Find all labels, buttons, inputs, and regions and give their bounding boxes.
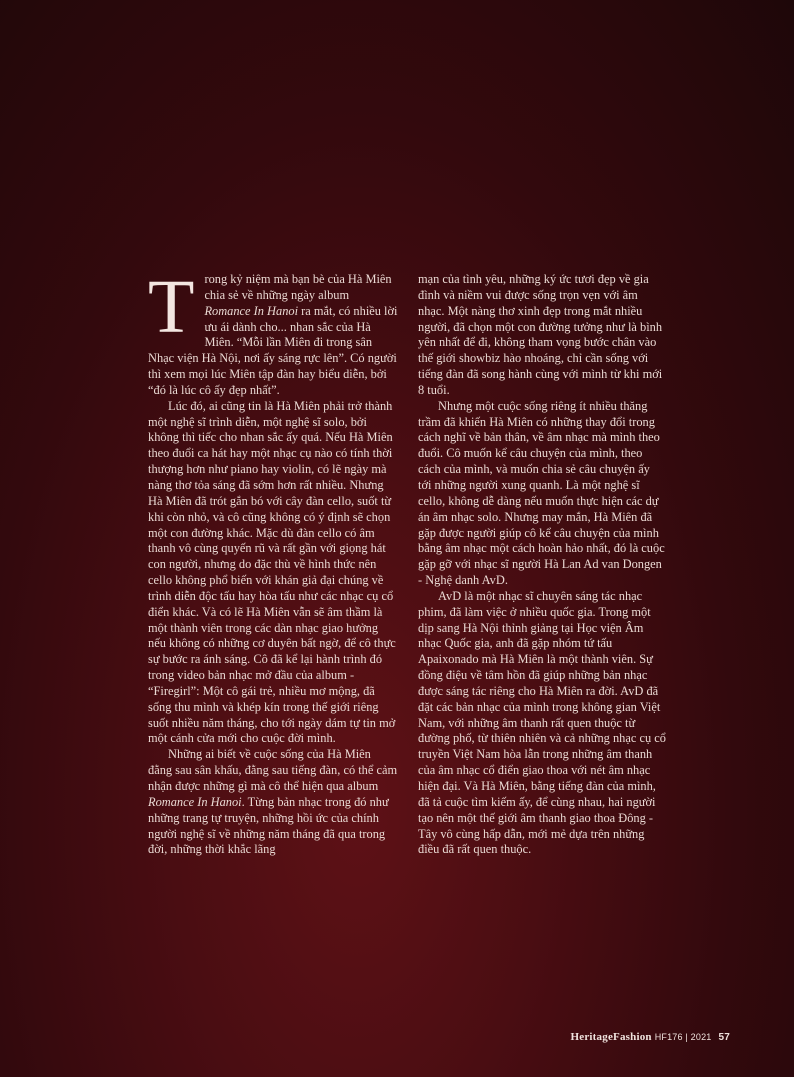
paragraph-5: Nhưng một cuộc sống riêng ít nhiều thăng trầm đã khiến Hà Miên có những thay đổi trong cách nghĩ về bản thân, về âm nhạc mà mình theo đuổi. Cô muốn kể câu chuyện của mình, theo cách của mình, và muốn chia sẻ câu chuyện ấy tới những người xung quanh. Là một nghệ sĩ cello, không dễ dàng nếu muốn thực hiện các dự án âm nhạc solo. Nhưng may mắn, Hà Miên đã gặp được người giúp cô kể câu chuyện của mình bằng âm nhạc một cách hoàn hảo nhất, đó là cuộc gặp gỡ với nhạc sĩ người Hà Lan Ad van Dongen - Nghệ danh AvD. — [418, 398, 665, 588]
page-number: 57 — [718, 1032, 730, 1043]
paragraph-1-text-b: ra mắt, có nhiều lời ưu ái dành cho... nhan sắc của Hà Miên. “Mỗi lần Miên đi trong sân Nhạc viện Hà Nội, nơi ấy sáng rực lên”. Có người thì xem mọi lúc Miên tập đàn hay biểu diễn, bởi “đó là lúc cô ấy đẹp nhất”. — [148, 303, 398, 397]
article-right-column — [418, 272, 666, 858]
paragraph-3-text-a: Những ai biết về cuộc sống của Hà Miên đằng sau sân khấu, đằng sau tiếng đàn, có thể cảm nhận được những gì mà cô thể hiện qua album — [148, 747, 398, 793]
album-title: Romance In Hanoi — [148, 794, 242, 809]
paragraph-1-text-a: rong kỷ niệm mà bạn bè của Hà Miên chia sẻ về những ngày album — [204, 272, 392, 302]
paragraph-3 — [148, 747, 398, 858]
paragraph-1 — [148, 265, 398, 399]
magazine-brand: HeritageFashion — [570, 1031, 652, 1043]
page-footer — [571, 1031, 731, 1043]
article-left-column — [148, 265, 398, 858]
paragraph-4: mạn của tình yêu, những ký ức tươi đẹp về gia đình và niềm vui được sống trọn vẹn với âm nhạc. Một nàng thơ xinh đẹp trong mắt nhiều người, đã chọn một con đường tưởng như là bình yên nhất để đi, không tham vọng bước chân vào thế giới showbiz hào nhoáng, chỉ cần sống với tiếng đàn đã song hành cùng với mình từ khi mới 8 tuổi. — [418, 272, 663, 397]
album-title: Romance In Hanoi — [204, 303, 299, 318]
drop-cap: T — [148, 265, 195, 349]
paragraph-6: AvD là một nhạc sĩ chuyên sáng tác nhạc phim, đã làm việc ở nhiều quốc gia. Trong một dịp sang Hà Nội thỉnh giảng tại Học viện Âm nhạc Quốc gia, anh đã gặp nhóm tứ tấu Apaixonado mà Hà Miên là một thành viên. Sự đồng điệu về tâm hồn đã giúp những bản nhạc được sáng tác riêng cho Hà Miên ra đời. AvD đã đặt các bản nhạc của mình trong không gian Việt Nam, với những âm thanh rất quen thuộc từ đường phố, từ thiên nhiên và cả những nhạc cụ cổ truyền Việt Nam hòa lẫn trong những âm thanh của âm nhạc cổ điển giao thoa với nét âm nhạc hiện đại. Và Hà Miên, bằng tiếng đàn của mình, đã tả cuộc tìm kiếm ấy, để cùng nhau, hai người tạo nên một thế giới âm thanh giao thoa Đông - Tây vô cùng hấp dẫn, mới mẻ dựa trên những điều đã rất quen thuộc. — [418, 588, 666, 857]
paragraph-3-text-b: . Từng bản nhạc trong đó như những trang tự truyện, những hồi ức của chính người nghệ sĩ về những năm tháng đã qua trong đời, những thời khắc lãng — [148, 794, 389, 857]
paragraph-2: Lúc đó, ai cũng tin là Hà Miên phải trở thành một nghệ sĩ trình diễn, một nghệ sĩ solo, bởi không thì tiếc cho nhan sắc ấy quá. Nếu Hà Miên theo đuổi ca hát hay một nhạc cụ nào có tính thời thượng hơn như piano hay violin, có lẽ ngày mà nàng thơ tỏa sáng đã sớm hơn rất nhiều. Nhưng Hà Miên đã trót gắn bó với cây đàn cello, suốt từ khi còn nhỏ, và cô cũng không có ý định sẽ chọn một con đường khác. Mặc dù đàn cello có âm thanh vô cùng quyến rũ và rất gần với giọng hát con người, nhưng do đặc thù về hình thức nên cello không phổ biến với khán giả đại chúng về trình diễn độc tấu hay hòa tấu như các nhạc cụ cổ điển khác. Và có lẽ Hà Miên vẫn sẽ âm thầm là một thành viên trong các dàn nhạc giao hưởng nếu không có những cơ duyên bất ngờ, để cô thực sự bước ra ánh sáng. Cô đã kể lại hành trình đó trong video bản nhạc mở đầu của album - “Firegirl”: Một cô gái trẻ, nhiều mơ mộng, đã sống thu mình và khép kín trong thế giới riêng suốt nhiều năm tháng, cho tới ngày dám tự tin mở một cánh cửa mới cho cuộc đời mình. — [148, 398, 396, 746]
issue-info: HF176 | 2021 — [654, 1032, 712, 1042]
